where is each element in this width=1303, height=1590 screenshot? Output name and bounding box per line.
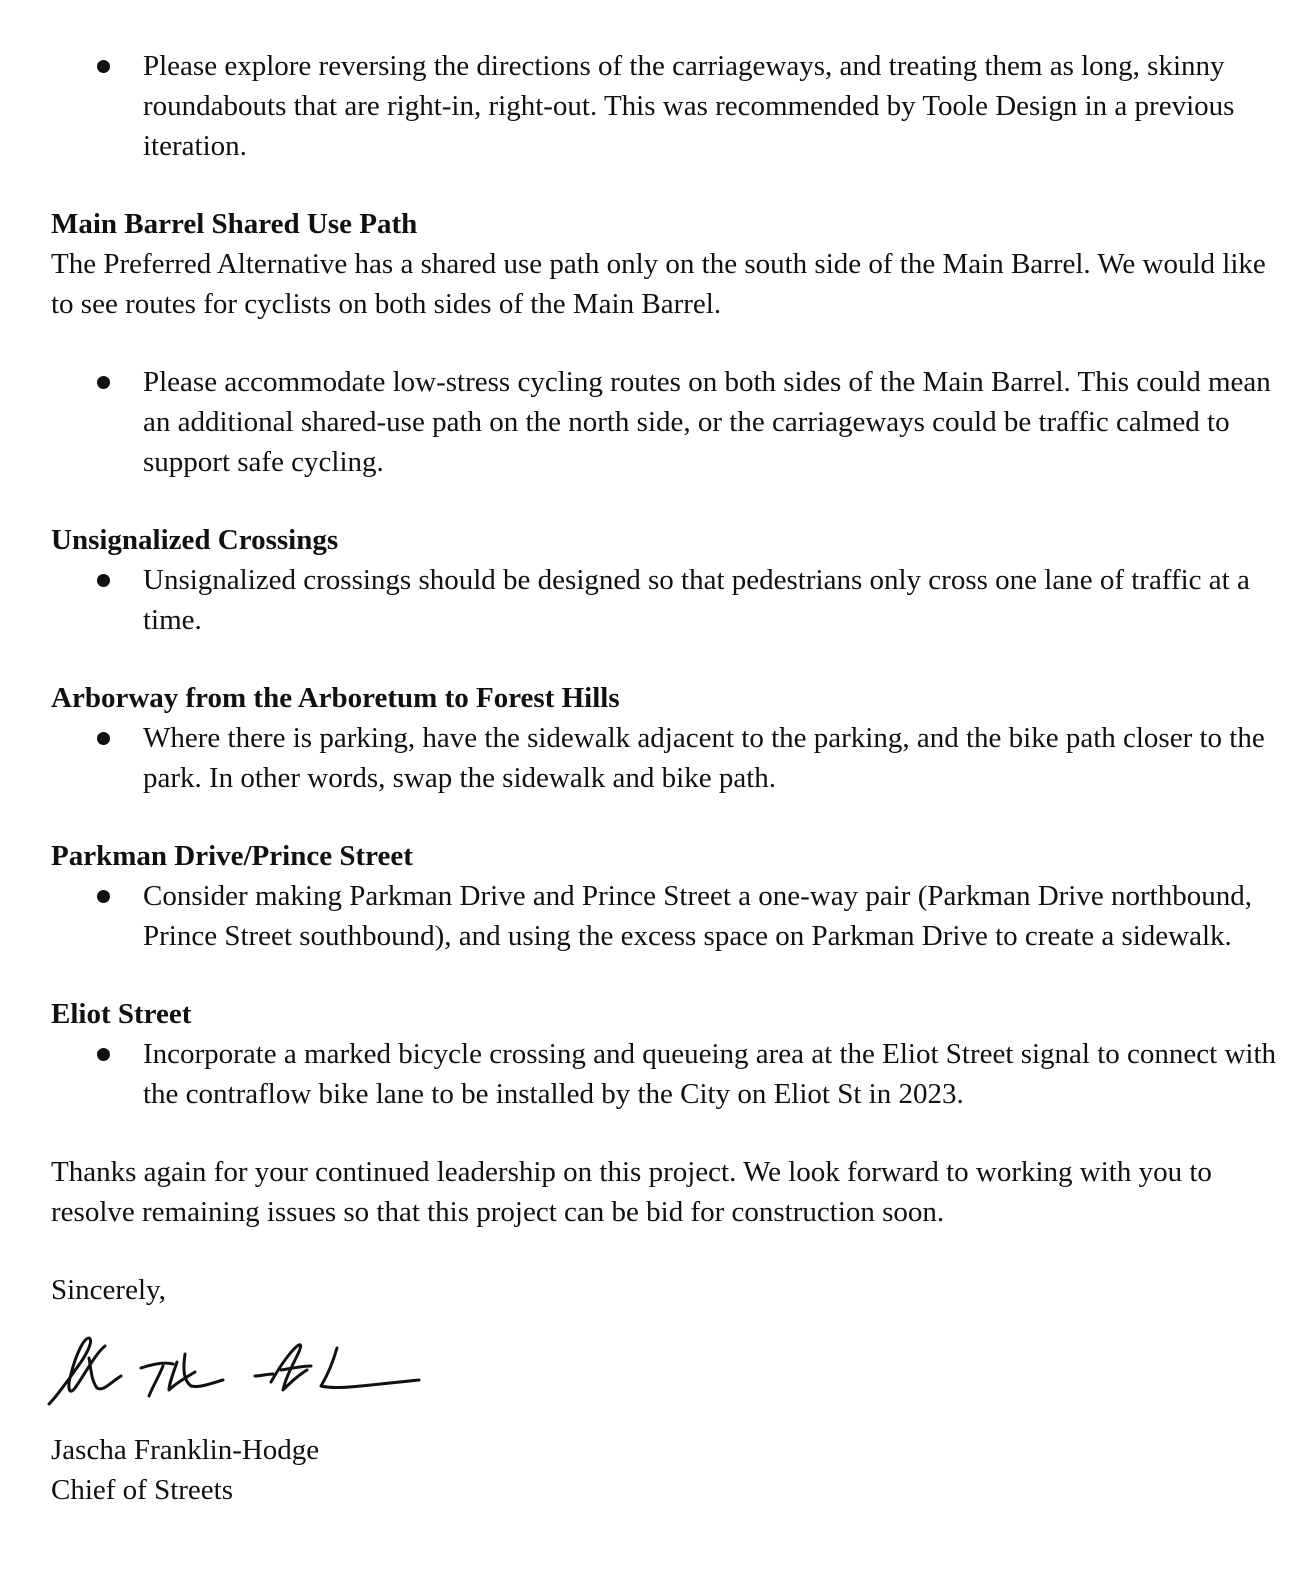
bullet-text: Consider making Parkman Drive and Prince Street a one-way pair (Parkman Drive northbound, Prince Street southbound), and using the excess space on Parkman Drive to create a sidewalk. [143,880,1252,952]
closing-paragraph: Thanks again for your continued leadership on this project. We look forward to working with you to resolve remaining issues so that this project can be bid for construction soon. [51,1156,1212,1228]
bullet-icon [97,376,110,389]
main-barrel-bullet-list [51,362,1291,482]
intro-bullet-list [51,46,1291,166]
bullet-text: Unsignalized crossings should be designed so that pedestrians only cross one lane of traffic at a time. [143,564,1250,636]
bullet-text: Please explore reversing the directions of the carriageways, and treating them as long, skinny roundabouts that are right-in, right-out. This was recommended by Toole Design in a previous iteration. [143,50,1235,162]
bullet-icon [97,1048,110,1061]
section-heading-arborway: Arborway from the Arboretum to Forest Hills [51,682,620,714]
bullet-item [51,1034,1291,1114]
salutation: Sincerely, [51,1274,166,1306]
letter-page [51,46,1291,1510]
arborway-bullet-list [51,718,1291,798]
bullet-text: Incorporate a marked bicycle crossing and queueing area at the Eliot Street signal to connect with the contraflow bike lane to be installed by the City on Eliot St in 2023. [143,1038,1276,1110]
bullet-item [51,362,1291,482]
bullet-icon [97,574,110,587]
bullet-icon [97,732,110,745]
bullet-text: Where there is parking, have the sidewalk adjacent to the parking, and the bike path closer to the park. In other words, swap the sidewalk and bike path. [143,722,1265,794]
signature-image [45,1318,425,1408]
bullet-item [51,46,1291,166]
unsignalized-bullet-list [51,560,1291,640]
bullet-text: Please accommodate low-stress cycling routes on both sides of the Main Barrel. This could mean an additional shared-use path on the north side, or the carriageways could be traffic calmed to support safe cycling. [143,366,1271,478]
eliot-bullet-list [51,1034,1291,1114]
parkman-bullet-list [51,876,1291,956]
signer-name: Jascha Franklin-Hodge [51,1434,320,1466]
bullet-item [51,876,1291,956]
bullet-icon [97,60,110,73]
section-paragraph-main-barrel: The Preferred Alternative has a shared use path only on the south side of the Main Barrel. We would like to see routes for cyclists on both sides of the Main Barrel. [51,248,1266,320]
section-heading-parkman-prince: Parkman Drive/Prince Street [51,840,413,872]
signer-title: Chief of Streets [51,1474,234,1506]
section-heading-main-barrel: Main Barrel Shared Use Path [51,208,418,240]
bullet-icon [97,890,110,903]
section-heading-eliot-street: Eliot Street [51,998,192,1030]
bullet-item [51,560,1291,640]
section-heading-unsignalized-crossings: Unsignalized Crossings [51,524,339,556]
bullet-item [51,718,1291,798]
